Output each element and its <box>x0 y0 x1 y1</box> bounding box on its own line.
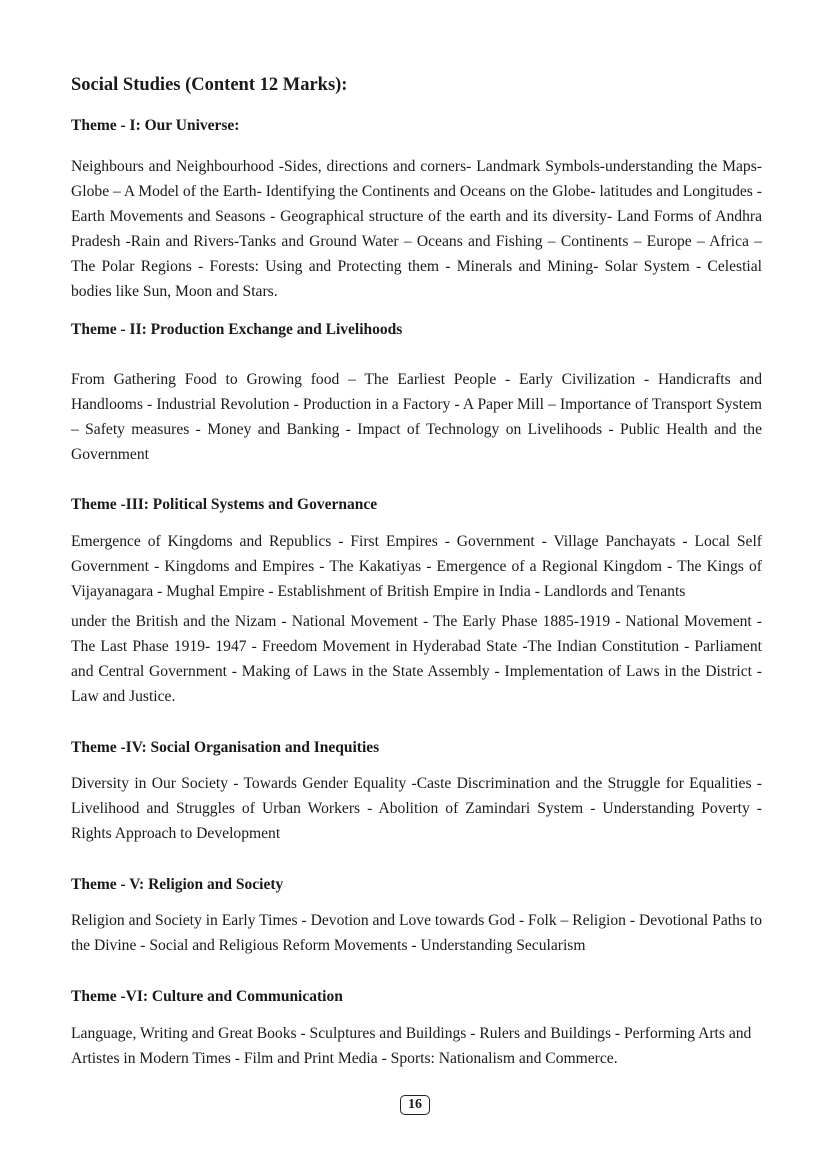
theme-5-paragraph: Religion and Society in Early Times - Devotion and Love towards God - Folk – Religion - Devotional Paths to the Divine - Social and Religious Reform Movements - Understanding Secularism <box>71 912 762 954</box>
theme-1-paragraph: Neighbours and Neighbourhood -Sides, directions and corners- Landmark Symbols-understanding the Maps- Globe – A Model of the Earth- Identifying the Continents and Oceans on the Globe- latitudes and Longitudes - Earth Movements and Seasons - Geographical structure of the earth and its diversity- Land Forms of Andhra Pradesh -Rain and Rivers-Tanks and Ground Water – Oceans and Fishing – Continents – Europe – Africa –The Polar Regions - Forests: Using and Protecting them - Minerals and Mining- Solar System - Celestial bodies like Sun, Moon and Stars. <box>71 158 762 300</box>
theme-3-paragraph-1: Emergence of Kingdoms and Republics - First Empires - Government - Village Panchayats - Local Self Government - Kingdoms and Empires - The Kakatiyas - Emergence of a Regional Kingdom - The Kings of Vijayanagara - Mughal Empire - Establishment of British Empire in India - Landlords and Tenants <box>71 533 762 600</box>
theme-6-paragraph: Language, Writing and Great Books - Sculptures and Buildings - Rulers and Buildings - Performing Arts and Artistes in Modern Times - Film and Print Media - Sports: Nationalism and Commerce. <box>71 1025 752 1067</box>
theme-2-paragraph: From Gathering Food to Growing food – The Earliest People - Early Civilization - Handicrafts and Handlooms - Industrial Revolution - Production in a Factory - A Paper Mill – Importance of Transport System – Safety measures - Money and Banking - Impact of Technology on Livelihoods - Public Health and the Government <box>71 371 762 463</box>
theme-4-heading: Theme -IV: Social Organisation and Inequities <box>71 739 380 756</box>
theme-2-heading: Theme - II: Production Exchange and Livelihoods <box>71 321 403 338</box>
theme-1-heading: Theme - I: Our Universe: <box>71 117 240 134</box>
theme-4-paragraph: Diversity in Our Society - Towards Gender Equality -Caste Discrimination and the Struggle for Equalities - Livelihood and Struggles of Urban Workers - Abolition of Zamindari System - Understanding Poverty - Rights Approach to Development <box>71 775 762 842</box>
page-number: 16 <box>400 1095 430 1115</box>
theme-3-heading: Theme -III: Political Systems and Governance <box>71 496 378 513</box>
page-title: Social Studies (Content 12 Marks): <box>71 75 348 95</box>
theme-6-heading: Theme -VI: Culture and Communication <box>71 988 343 1005</box>
theme-5-heading: Theme - V: Religion and Society <box>71 876 284 893</box>
theme-3-paragraph-2: under the British and the Nizam - National Movement - The Early Phase 1885-1919 - National Movement - The Last Phase 1919- 1947 - Freedom Movement in Hyderabad State -The Indian Constitution - Parliament and Central Government - Making of Laws in the State Assembly - Implementation of Laws in the District - Law and Justice. <box>71 613 762 705</box>
